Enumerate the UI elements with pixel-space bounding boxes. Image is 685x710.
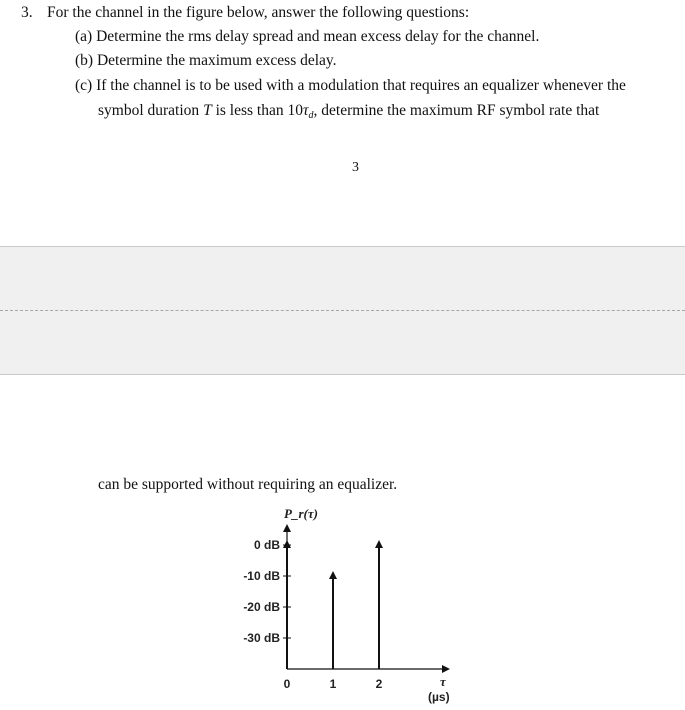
page-number: 3 <box>352 160 359 175</box>
problem-intro: For the channel in the figure below, answer the following questions: <box>47 4 470 21</box>
symbol-tau-sub: d <box>308 110 314 121</box>
part-c-post: , determine the maximum RF symbol rate that <box>313 102 600 119</box>
part-c-mid: is less than 10 <box>211 102 303 119</box>
part-c-pre: symbol duration <box>98 102 204 119</box>
x-tick-label: 1 <box>329 677 337 691</box>
part-c-text-line1: (c) If the channel is to be used with a modulation that requires an equalizer whenever the <box>75 77 626 94</box>
y-tick-label: 0 dB <box>253 538 280 552</box>
x-tick-label: 0 <box>283 677 291 691</box>
x-tick-label: 2 <box>375 677 383 691</box>
x-axis-unit: (µs) <box>428 690 450 704</box>
y-axis-label: P_r(τ) <box>284 506 318 521</box>
y-tick-label: -30 dB <box>243 631 280 645</box>
symbol-tau: τ <box>302 102 309 119</box>
part-b-text: (b) Determine the maximum excess delay. <box>75 52 337 69</box>
symbol-T: T <box>203 102 212 119</box>
part-a-text: (a) Determine the rms delay spread and mean excess delay for the channel. <box>75 28 540 45</box>
continuation-text: can be supported without requiring an equalizer. <box>98 476 398 493</box>
problem-number: 3. <box>21 4 33 21</box>
x-axis-symbol: τ <box>440 674 446 689</box>
y-tick-label: -10 dB <box>243 569 280 583</box>
y-tick-label: -20 dB <box>243 600 280 614</box>
